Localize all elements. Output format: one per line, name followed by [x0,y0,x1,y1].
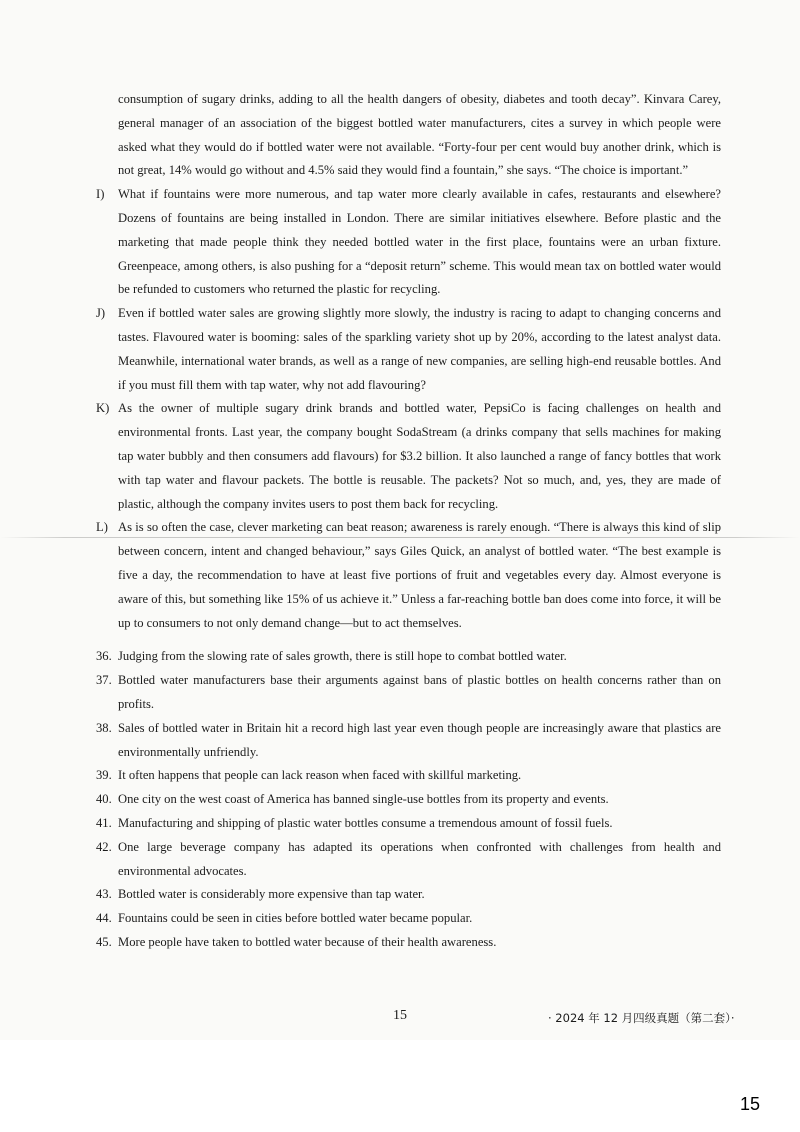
paragraph-marker: L) [96,520,108,535]
question-number: 36. [96,649,112,664]
question-40 [96,788,721,812]
paragraph-marker: I) [96,187,105,202]
question-text: Manufacturing and shipping of plastic water bottles consume a tremendous amount of fossil fuels. [118,815,613,830]
question-43 [96,883,721,907]
question-number: 38. [96,720,112,735]
passage-content [96,88,721,955]
paragraph-marker: J) [96,306,106,321]
question-number: 41. [96,815,112,830]
paragraph-I [96,183,721,302]
section-gap [96,635,721,645]
question-44 [96,907,721,931]
question-42 [96,836,721,884]
question-number: 40. [96,792,112,807]
question-text: More people have taken to bottled water because of their health awareness. [118,934,497,949]
paragraph-text: As the owner of multiple sugary drink brands and bottled water, PepsiCo is facing challenges on health and environmental fronts. Last year, the company bought SodaStream (a drinks company that sells machines for making tap water bubbly and then consumers add flavours) for $3.2 billion. It also launched a range of fancy bottles that work with tap water and flavour packets. The bottle is reusable. The packets? Not so much, and, yes, they are made of plastic, although the company invites users to post them back for recycling. [118,401,721,511]
question-38 [96,717,721,765]
paragraph-L [96,516,721,635]
question-number: 37. [96,673,112,688]
question-45 [96,931,721,955]
question-36 [96,645,721,669]
question-text: One large beverage company has adapted its operations when confronted with challenges from health and environmental advocates. [118,839,721,878]
question-text: Bottled water manufacturers base their arguments against bans of plastic bottles on health concerns rather than on profits. [118,673,721,711]
corner-page-number: 15 [739,1094,760,1114]
continuation-paragraph: consumption of sugary drinks, adding to all the health dangers of obesity, diabetes and tooth decay”. Kinvara Carey, general manager of an association of the biggest bottled water manufacturers, cites a survey in which people were asked what they would do if bottled water were not available. “Forty-four per cent would buy another drink, which is not great, 14% would go without and 4.5% said they would find a fountain,” she says. “The choice is important.” [118,92,721,178]
paragraph-text: What if fountains were more numerous, and tap water more clearly available in cafes, restaurants and elsewhere? Dozens of fountains are being installed in London. There are similar initiatives elsewhere. Before plastic and the marketing that made people think they needed bottled water in the first place, fountains were an urban fixture. Greenpeace, among others, is also pushing for a “deposit return” scheme. This would mean tax on bottled water would be refunded to customers who returned the plastic for recycling. [118,187,721,297]
paragraph-marker: K) [96,401,110,416]
question-number: 39. [96,768,112,783]
question-number: 43. [96,887,112,902]
question-text: It often happens that people can lack reason when faced with skillful marketing. [118,768,522,783]
paragraph-text: As is so often the case, clever marketing can beat reason; awareness is rarely enough. “There is always this kind of slip between concern, intent and changed behaviour,” says Giles Quick, an analyst of bottled water. “The best example is five a day, the recommendation to have at least five portions of fruit and vegetables every day. Almost everyone is aware of this, but something like 15% of us achieve it.” Unless a far-reaching bottle ban does come into force, it will be up to consumers to not only demand change—but to act themselves. [118,520,722,630]
question-41 [96,812,721,836]
question-number: 42. [96,839,112,854]
question-number: 44. [96,911,112,926]
question-number: 45. [96,934,112,949]
question-text: Fountains could be seen in cities before bottled water became popular. [118,911,473,926]
question-39 [96,764,721,788]
question-37 [96,669,721,717]
question-text: One city on the west coast of America has banned single-use bottles from its property and events. [118,792,609,807]
footer-page-number: 15 [393,1008,407,1023]
paragraph-J [96,302,721,397]
question-text: Bottled water is considerably more expensive than tap water. [118,887,425,902]
question-text: Judging from the slowing rate of sales growth, there is still hope to combat bottled water. [118,649,567,664]
question-text: Sales of bottled water in Britain hit a record high last year even though people are increasingly aware that plastics are environmentally unfriendly. [118,720,721,759]
footer-exam-label: · 2024 年 12 月四级真题（第二套）· [548,1011,735,1025]
paragraph-text: Even if bottled water sales are growing slightly more slowly, the industry is racing to adapt to changing concerns and tastes. Flavoured water is booming: sales of the sparkling variety shot up by 20%, according to the latest analyst data. Meanwhile, international water brands, as well as a range of new companies, are selling high-end reusable bottles. And if you must fill them with tap water, why not add flavouring? [118,306,721,392]
paragraph-K [96,397,721,516]
